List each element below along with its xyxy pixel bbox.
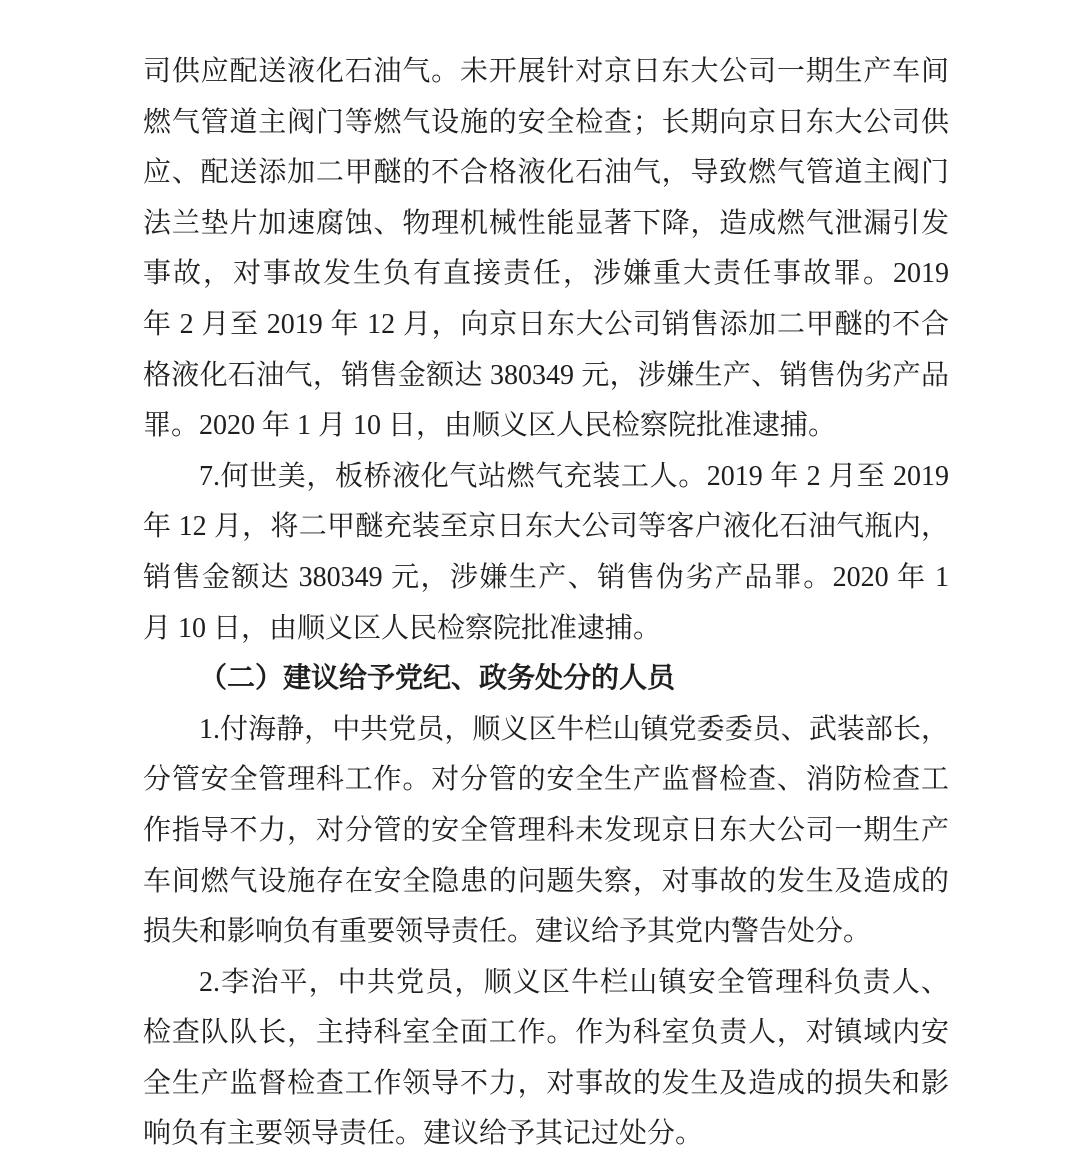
text-line: 1.付海静，中共党员，顺义区牛栏山镇党委委员、武装部长， [199, 713, 949, 745]
text-line: 司供应配送液化石油气。未开展针对京日东大公司一期生产车间 [143, 56, 949, 87]
text-line: 全生产监督检查工作领导不力，对事故的发生及造成的损失和影 [143, 1067, 949, 1099]
text-line: 分管安全管理科工作。对分管的安全生产监督检查、消防检查工 [143, 764, 949, 796]
text-line: 7.何世美，板桥液化气站燃气充装工人。2019 年 2 月至 2019 [199, 460, 949, 492]
text-line: 年 12 月，将二甲醚充装至京日东大公司等客户液化石油气瓶内， [143, 511, 949, 543]
section-heading-2 [143, 654, 949, 705]
text-line: 年 2 月至 2019 年 12 月，向京日东大公司销售添加二甲醚的不合 [143, 308, 949, 340]
text-line: 月 10 日，由顺义区人民检察院批准逮捕。 [143, 612, 662, 644]
text-line: 燃气管道主阀门等燃气设施的安全检查；长期向京日东大公司供 [143, 106, 949, 138]
text-line: 损失和影响负有重要领导责任。建议给予其党内警告处分。 [143, 916, 872, 948]
text-line: 法兰垫片加速腐蚀、物理机械性能显著下降，造成燃气泄漏引发 [143, 207, 949, 239]
paragraph-person-2 [143, 958, 949, 1160]
text-line: 2.李治平，中共党员，顺义区牛栏山镇安全管理科负责人、 [199, 966, 949, 998]
text-line: 格液化石油气，销售金额达 380349 元，涉嫌生产、销售伪劣产品 [143, 359, 949, 391]
text-line: 车间燃气设施存在安全隐患的问题失察，对事故的发生及造成的 [143, 865, 949, 897]
paragraph-person-1 [143, 705, 949, 958]
text-line: 罪。2020 年 1 月 10 日，由顺义区人民检察院批准逮捕。 [143, 410, 837, 442]
text-line: （二）建议给予党纪、政务处分的人员 [199, 663, 676, 695]
paragraph-suspect-6-continuation [143, 47, 949, 452]
text-line: 作指导不力，对分管的安全管理科未发现京日东大公司一期生产 [143, 814, 949, 846]
text-line: 事故，对事故发生负有直接责任，涉嫌重大责任事故罪。2019 [143, 258, 949, 290]
paragraph-suspect-7 [143, 452, 949, 654]
text-line: 检查队队长，主持科室全面工作。作为科室负责人，对镇域内安 [143, 1017, 949, 1049]
text-line: 应、配送添加二甲醚的不合格液化石油气，导致燃气管道主阀门 [143, 157, 949, 189]
document-body [143, 47, 949, 1160]
text-line: 销售金额达 380349 元，涉嫌生产、销售伪劣产品罪。2020 年 1 [143, 561, 949, 593]
text-line: 响负有主要领导责任。建议给予其记过处分。 [143, 1118, 704, 1150]
